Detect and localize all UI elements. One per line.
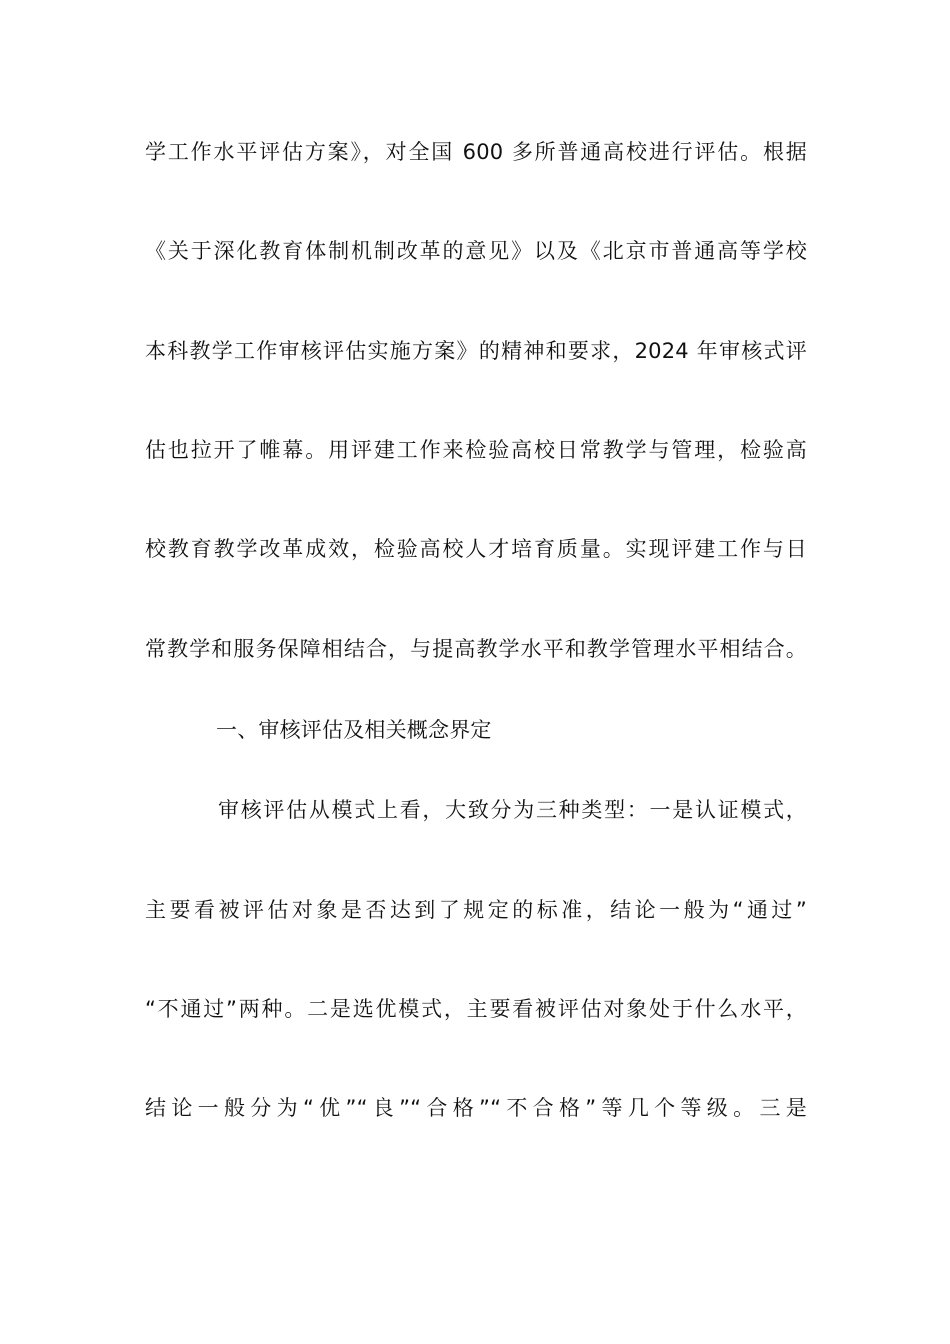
paragraph-2-line-1: 审核评估从模式上看，大致分为三种类型：一是认证模式，: [218, 798, 807, 822]
paragraph-2-line-3: “不通过”两种。二是选优模式，主要看被评估对象处于什么水平，: [145, 997, 807, 1021]
paragraph-1-line-3: 本科教学工作审核评估实施方案》的精神和要求，2024 年审核式评: [145, 339, 807, 363]
paragraph-1-line-5: 校教育教学改革成效，检验高校人才培育质量。实现评建工作与日: [145, 537, 807, 561]
paragraph-1-line-4: 估也拉开了帷幕。用评建工作来检验高校日常教学与管理，检验高: [145, 438, 807, 462]
paragraph-2-line-2: 主要看被评估对象是否达到了规定的标准，结论一般为“通过”: [145, 898, 807, 922]
paragraph-1-line-2: 《关于深化教育体制机制改革的意见》以及《北京市普通高等学校: [145, 239, 807, 263]
paragraph-2-line-4: 结论一般分为“优”“良”“合格”“不合格”等几个等级。三是: [145, 1096, 807, 1120]
section-heading: 一、审核评估及相关概念界定: [216, 718, 492, 742]
paragraph-1-line-6: 常教学和服务保障相结合，与提高教学水平和教学管理水平相结合。: [145, 637, 807, 661]
paragraph-1-line-1: 学工作水平评估方案》，对全国 600 多所普通高校进行评估。根据: [145, 140, 807, 164]
